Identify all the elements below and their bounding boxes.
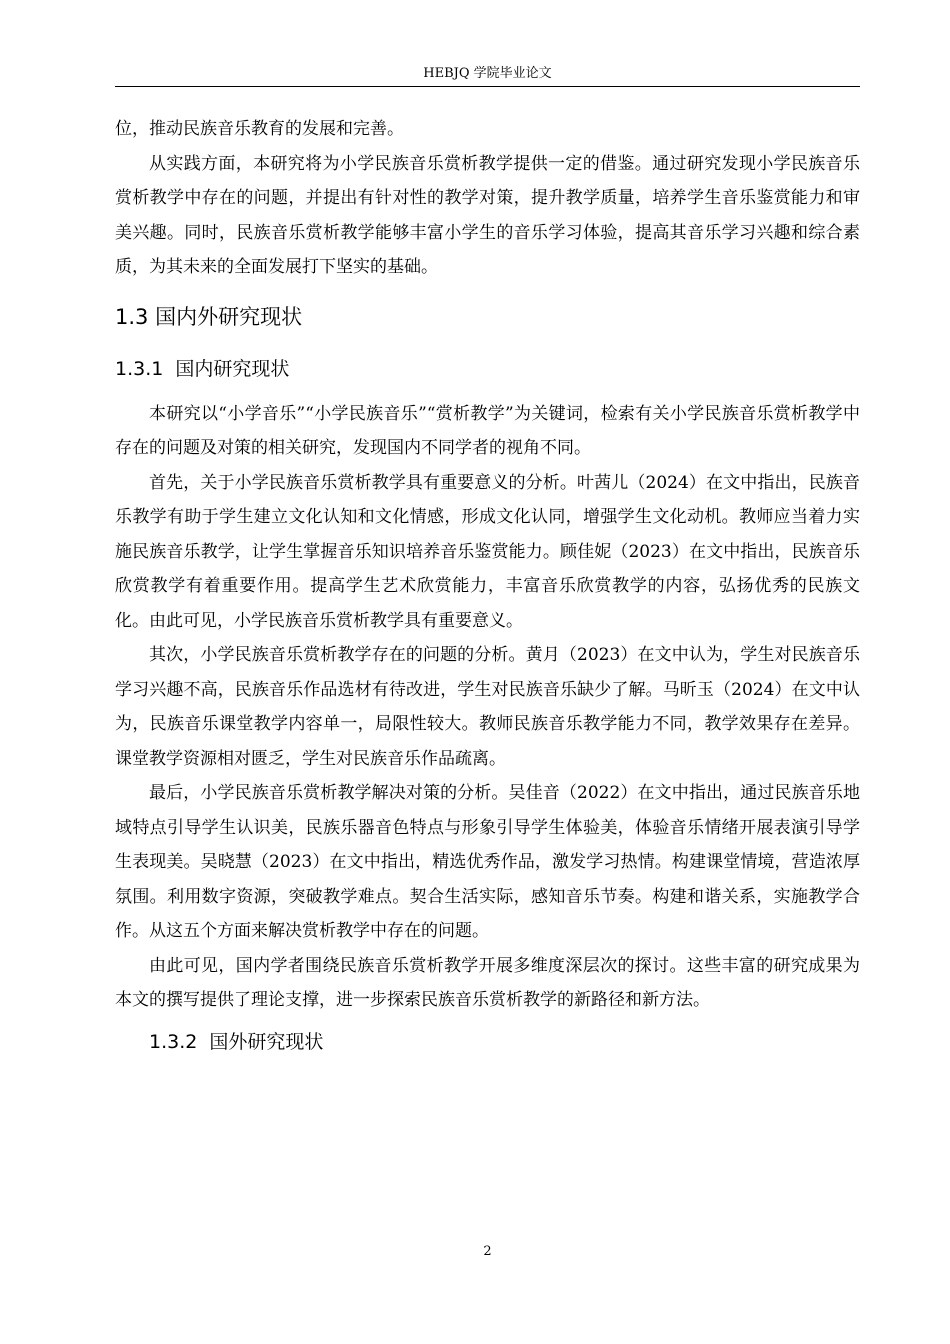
subsection-heading-1-3-2 <box>115 1024 860 1060</box>
document-body <box>115 112 860 1070</box>
paragraph-first: 首先，关于小学民族音乐赏析教学具有重要意义的分析。叶茜儿（2024）在文中指出，民族音乐教学有助于学生建立文化认知和文化情感，形成文化认同，增强学生文化动机。教师应当着力实施民族音乐教学，让学生掌握音乐知识培养音乐鉴赏能力。顾佳妮（2023）在文中指出，民族音乐欣赏教学有着重要作用。提高学生艺术欣赏能力，丰富音乐欣赏教学的内容，弘扬优秀的民族文化。由此可见，小学民族音乐赏析教学具有重要意义。 <box>115 472 860 631</box>
paragraph-second: 其次，小学民族音乐赏析教学存在的问题的分析。黄月（2023）在文中认为，学生对民族音乐学习兴趣不高，民族音乐作品选材有待改进，学生对民族音乐缺少了解。马昕玉（2024）在文中认为，民族音乐课堂教学内容单一，局限性较大。教师民族音乐教学能力不同，教学效果存在差异。课堂教学资源相对匮乏，学生对民族音乐作品疏离。 <box>115 645 860 769</box>
header-rule <box>115 86 860 87</box>
subsection-number: 1.3.2 <box>149 1030 198 1053</box>
paragraph-continued: 位，推动民族音乐教育的发展和完善。 <box>115 119 404 139</box>
paragraph-keywords: 本研究以“小学音乐”“小学民族音乐”“赏析教学”为关键词，检索有关小学民族音乐赏析教学中存在的问题及对策的相关研究，发现国内不同学者的视角不同。 <box>115 403 860 458</box>
paragraph-practical-significance: 从实践方面，本研究将为小学民族音乐赏析教学提供一定的借鉴。通过研究发现小学民族音乐赏析教学中存在的问题，并提出有针对性的教学对策，提升教学质量，培养学生音乐鉴赏能力和审美兴趣。同时，民族音乐赏析教学能够丰富小学生的音乐学习体验，提高其音乐学习兴趣和综合素质，为其未来的全面发展打下坚实的基础。 <box>115 153 860 277</box>
subsection-number: 1.3.1 <box>115 357 164 380</box>
section-heading-1-3: 1.3 国内外研究现状 <box>115 304 303 329</box>
subsection-heading-1-3-1 <box>115 351 860 387</box>
page-header: HEBJQ 学院毕业论文 <box>423 66 552 81</box>
page-number: 2 <box>483 1244 492 1259</box>
paragraph-last: 最后，小学民族音乐赏析教学解决对策的分析。吴佳音（2022）在文中指出，通过民族音乐地域特点引导学生认识美，民族乐器音色特点与形象引导学生体验美，体验音乐情绪开展表演引导学生表现美。吴晓慧（2023）在文中指出，精选优秀作品，激发学习热情。构建课堂情境，营造浓厚氛围。利用数字资源，突破教学难点。契合生活实际，感知音乐节奏。构建和谐关系，实施教学合作。从这五个方面来解决赏析教学中存在的问题。 <box>115 783 860 941</box>
subsection-title: 国内研究现状 <box>175 357 290 380</box>
subsection-title: 国外研究现状 <box>209 1030 324 1053</box>
paragraph-summary: 由此可见，国内学者围绕民族音乐赏析教学开展多维度深层次的探讨。这些丰富的研究成果为本文的撰写提供了理论支撑，进一步探索民族音乐赏析教学的新路径和新方法。 <box>115 955 860 1010</box>
